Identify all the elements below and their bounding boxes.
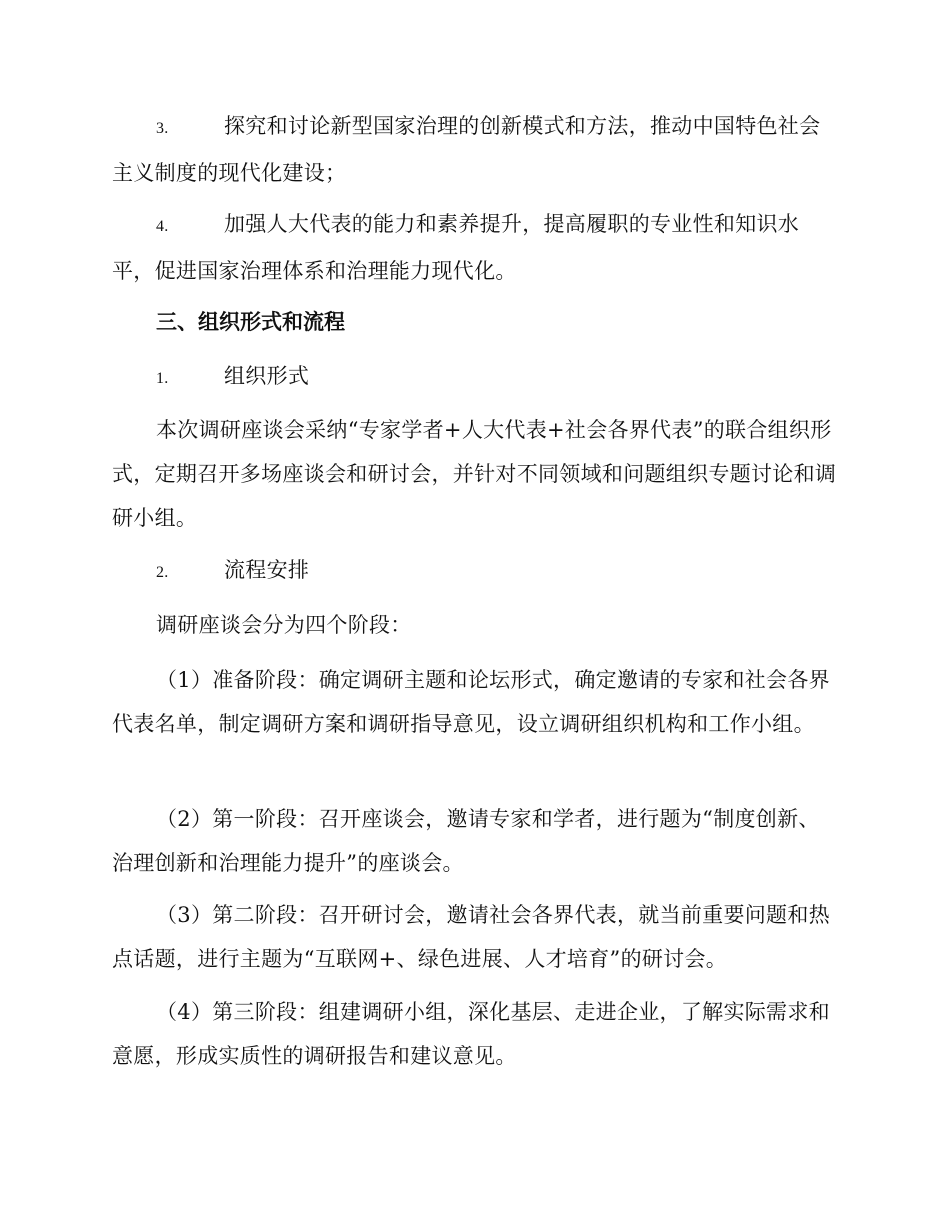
list-text: 组织形式 xyxy=(224,364,310,388)
subsection-1-title xyxy=(112,354,837,401)
list-number: 4. xyxy=(156,218,169,235)
stage-item: （3）第二阶段：召开研讨会，邀请社会各界代表，就当前重要问题和热点话题，进行主题为“互联网+、绿色进展、人才培育”的研讨会。 xyxy=(112,903,830,971)
stage-item: （2）第一阶段：召开座谈会，邀请专家和学者，进行题为“制度创新、治理创新和治理能力提升”的座谈会。 xyxy=(112,807,820,875)
list-number: 2. xyxy=(156,564,169,581)
list-text: 加强人大代表的能力和素养提升，提高履职的专业性和知识水平，促进国家治理体系和治理能力现代化。 xyxy=(112,212,800,283)
subsection-2-intro: 调研座谈会分为四个阶段： xyxy=(156,613,412,637)
list-item-3 xyxy=(112,104,837,195)
list-item-4 xyxy=(112,202,837,293)
stage-item: （4）第三阶段：组建调研小组，深化基层、走进企业，了解实际需求和意愿，形成实质性的调研报告和建议意见。 xyxy=(112,1000,830,1068)
subsection-2-title xyxy=(112,548,837,595)
list-number: 3. xyxy=(156,120,169,137)
subsection-1-body: 本次调研座谈会采纳“专家学者+人大代表+社会各界代表”的联合组织形式，定期召开多场座谈会和研讨会，并针对不同领域和问题组织专题讨论和调研小组。 xyxy=(112,418,837,530)
list-text: 探究和讨论新型国家治理的创新模式和方法，推动中国特色社会主义制度的现代化建设； xyxy=(112,114,821,185)
list-number: 1. xyxy=(156,370,169,387)
stage-item: （1）准备阶段：确定调研主题和论坛形式，确定邀请的专家和社会各界代表名单，制定调研方案和调研指导意见，设立调研组织机构和工作小组。 xyxy=(112,668,830,736)
section-heading: 三、组织形式和流程 xyxy=(156,310,345,334)
list-text: 流程安排 xyxy=(224,558,310,582)
